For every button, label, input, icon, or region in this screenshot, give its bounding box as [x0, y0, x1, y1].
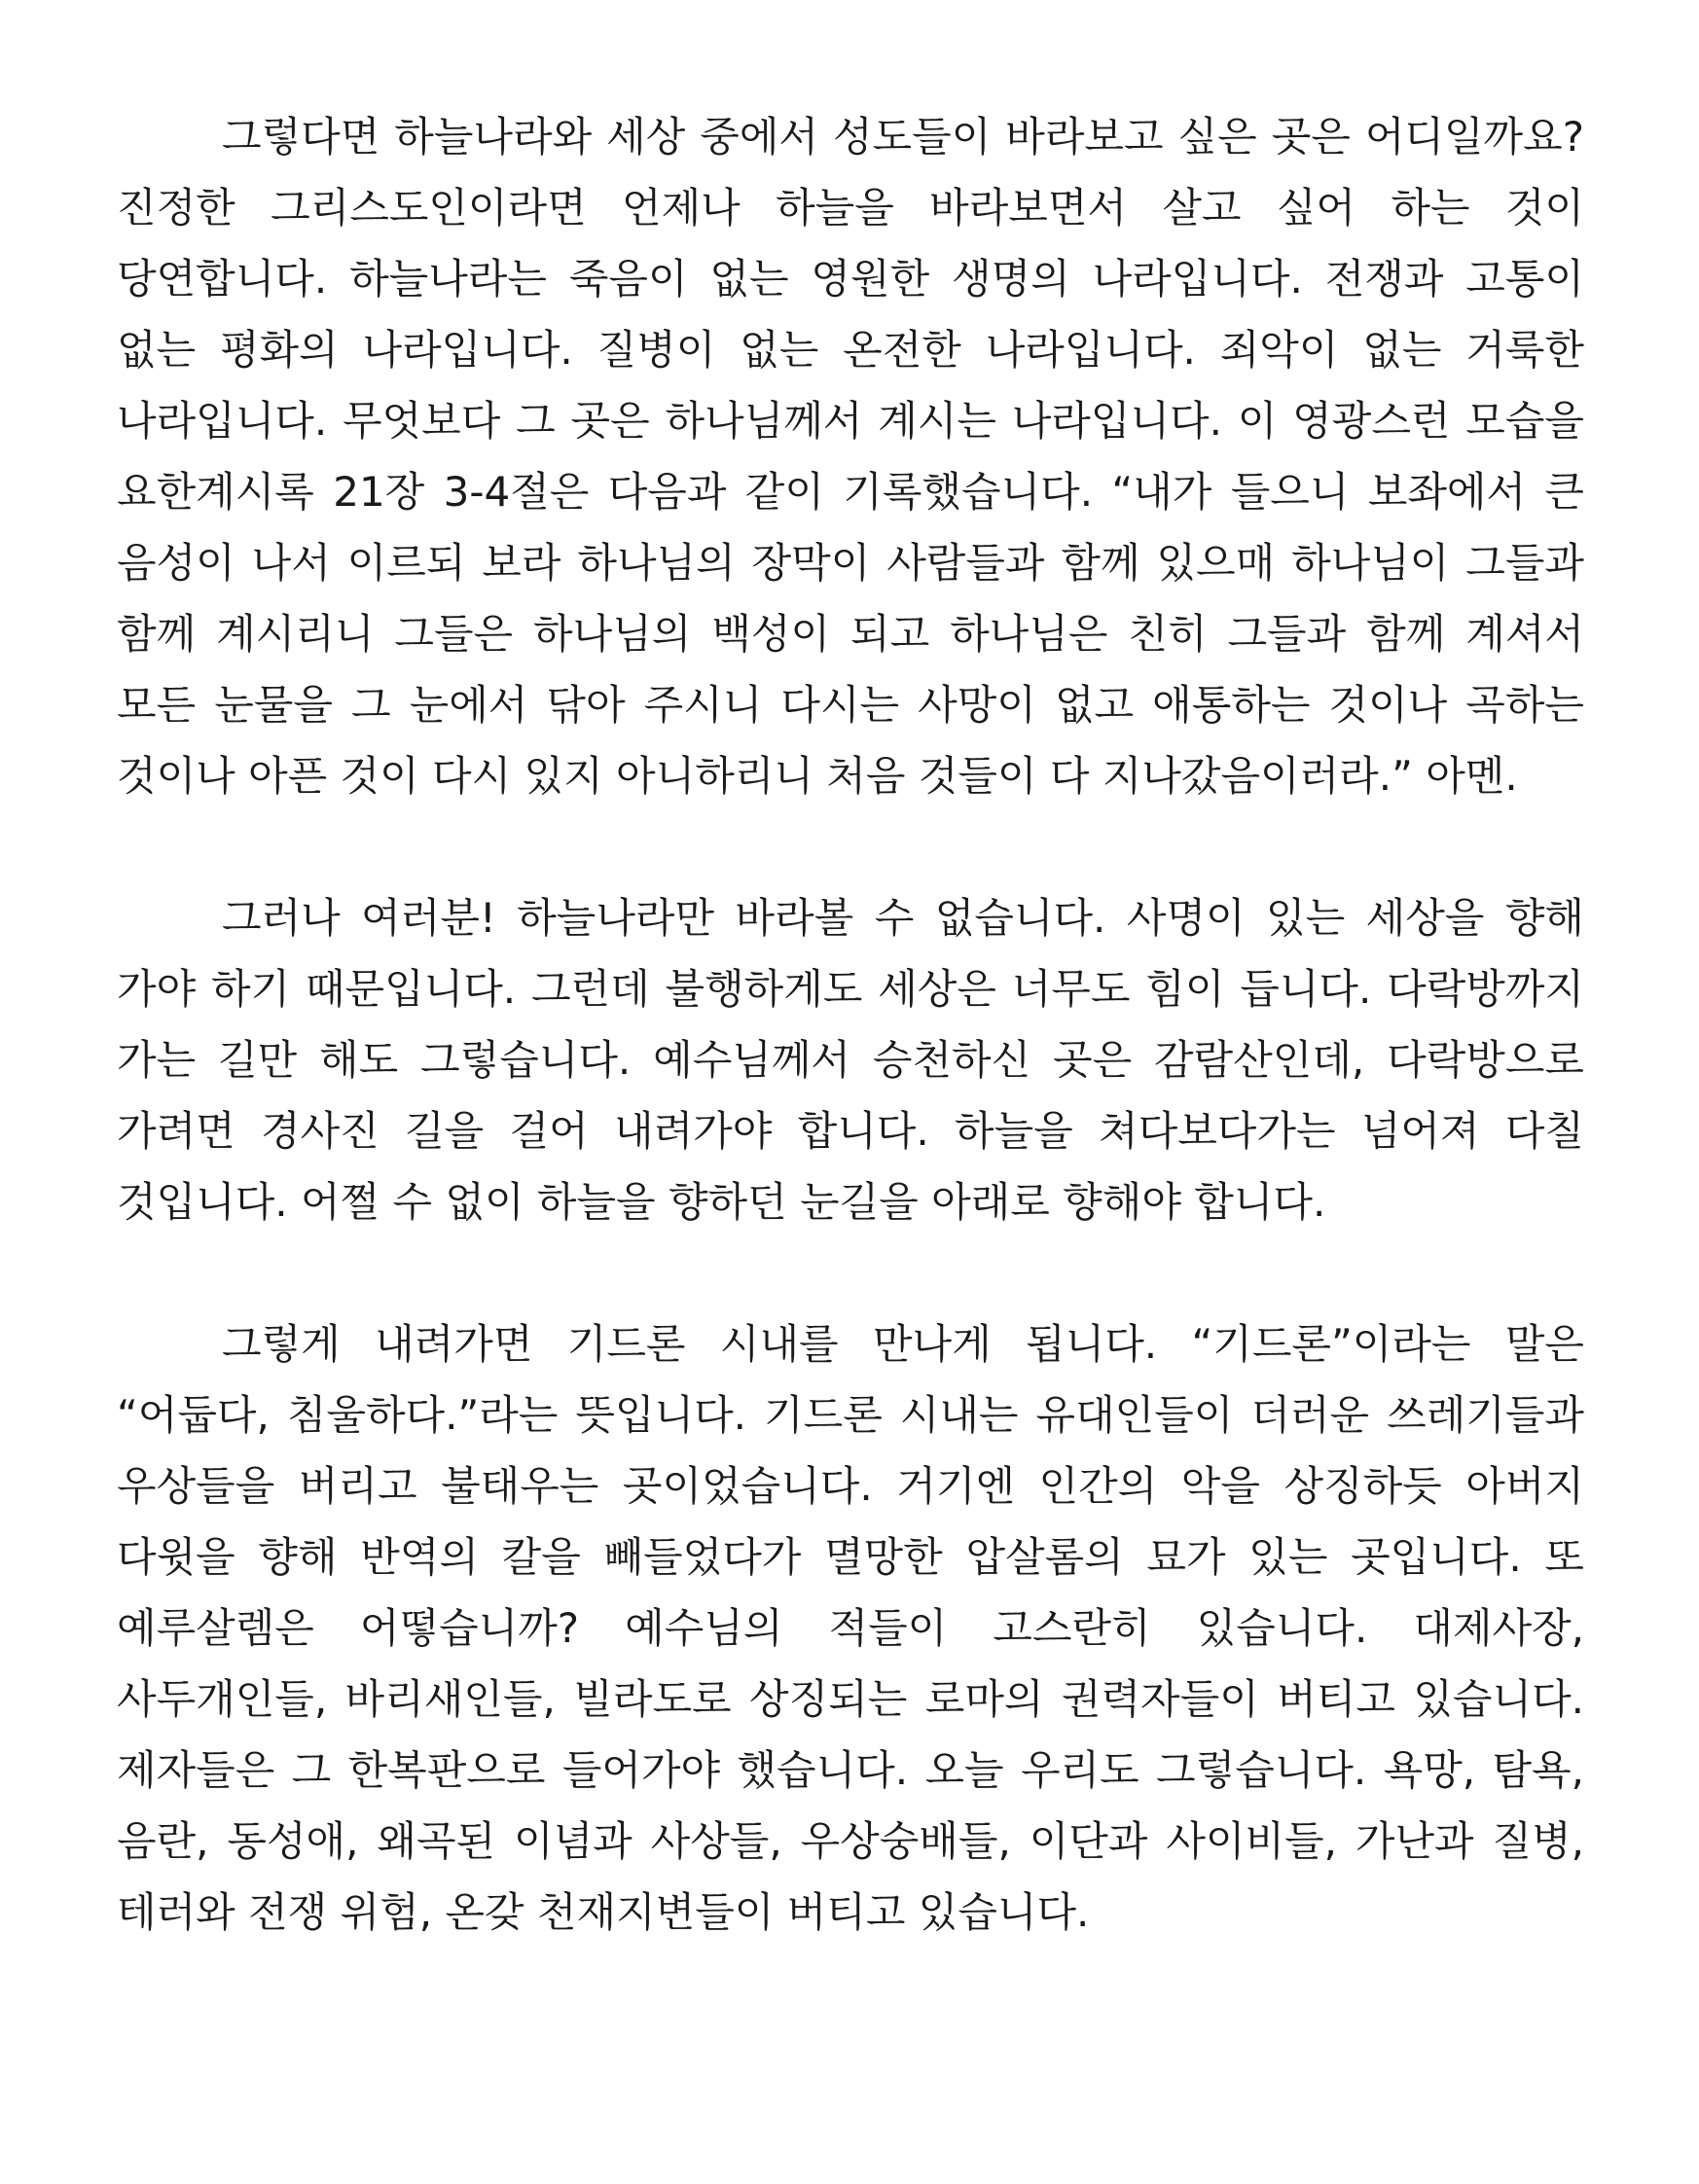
- paragraph-mission-world: 그러나 여러분! 하늘나라만 바라볼 수 없습니다. 사명이 있는 세상을 향해 가야 하기 때문입니다. 그런데 불행하게도 세상은 너무도 힘이 듭니다. 다락방까지 가는 길만 해도 그렇습니다. 예수님께서 승천하신 곳은 감람산인데, 다락방으로 가려면 경사진 길을 걸어 내려가야 합니다. 하늘을 쳐다보다가는 넘어져 다칠 것입니다. 어쩔 수 없이 하늘을 향하던 눈길을 아래로 향해야 합니다.: [117, 894, 1584, 1226]
- document-page: [117, 101, 1584, 1948]
- paragraph-heaven: 그렇다면 하늘나라와 세상 중에서 성도들이 바라보고 싶은 곳은 어디일까요? 진정한 그리스도인이라면 언제나 하늘을 바라보면서 살고 싶어 하는 것이 당연합니다. 하늘나라는 죽음이 없는 영원한 생명의 나라입니다. 전쟁과 고통이 없는 평화의 나라입니다. 질병이 없는 온전한 나라입니다. 죄악이 없는 거룩한 나라입니다. 무엇보다 그 곳은 하나님께서 계시는 나라입니다. 이 영광스런 모습을 요한계시록 21장 3-4절은 다음과 같이 기록했습니다. “내가 들으니 보좌에서 큰 음성이 나서 이르되 보라 하나님의 장막이 사람들과 함께 있으매 하나님이 그들과 함께 계시리니 그들은 하나님의 백성이 되고 하나님은 친히 그들과 함께 계셔서 모든 눈물을 그 눈에서 닦아 주시니 다시는 사망이 없고 애통하는 것이나 곡하는 것이나 아픈 것이 다시 있지 아니하리니 처음 것들이 다 지나갔음이러라.” 아멘.: [117, 113, 1584, 800]
- paragraph-kidron-valley: 그렇게 내려가면 기드론 시내를 만나게 됩니다. “기드론”이라는 말은 “어둡다, 침울하다.”라는 뜻입니다. 기드론 시내는 유대인들이 더러운 쓰레기들과 우상들을 버리고 불태우는 곳이었습니다. 거기엔 인간의 악을 상징하듯 아버지 다윗을 향해 반역의 칼을 빼들었다가 멸망한 압살롬의 묘가 있는 곳입니다. 또 예루살렘은 어떻습니까? 예수님의 적들이 고스란히 있습니다. 대제사장, 사두개인들, 바리새인들, 빌라도로 상징되는 로마의 권력자들이 버티고 있습니다. 제자들은 그 한복판으로 들어가야 했습니다. 오늘 우리도 그렇습니다. 욕망, 탐욕, 음란, 동성애, 왜곡된 이념과 사상들, 우상숭배들, 이단과 사이비들, 가난과 질병, 테러와 전쟁 위험, 온갖 천재지변들이 버티고 있습니다.: [117, 1320, 1584, 1936]
